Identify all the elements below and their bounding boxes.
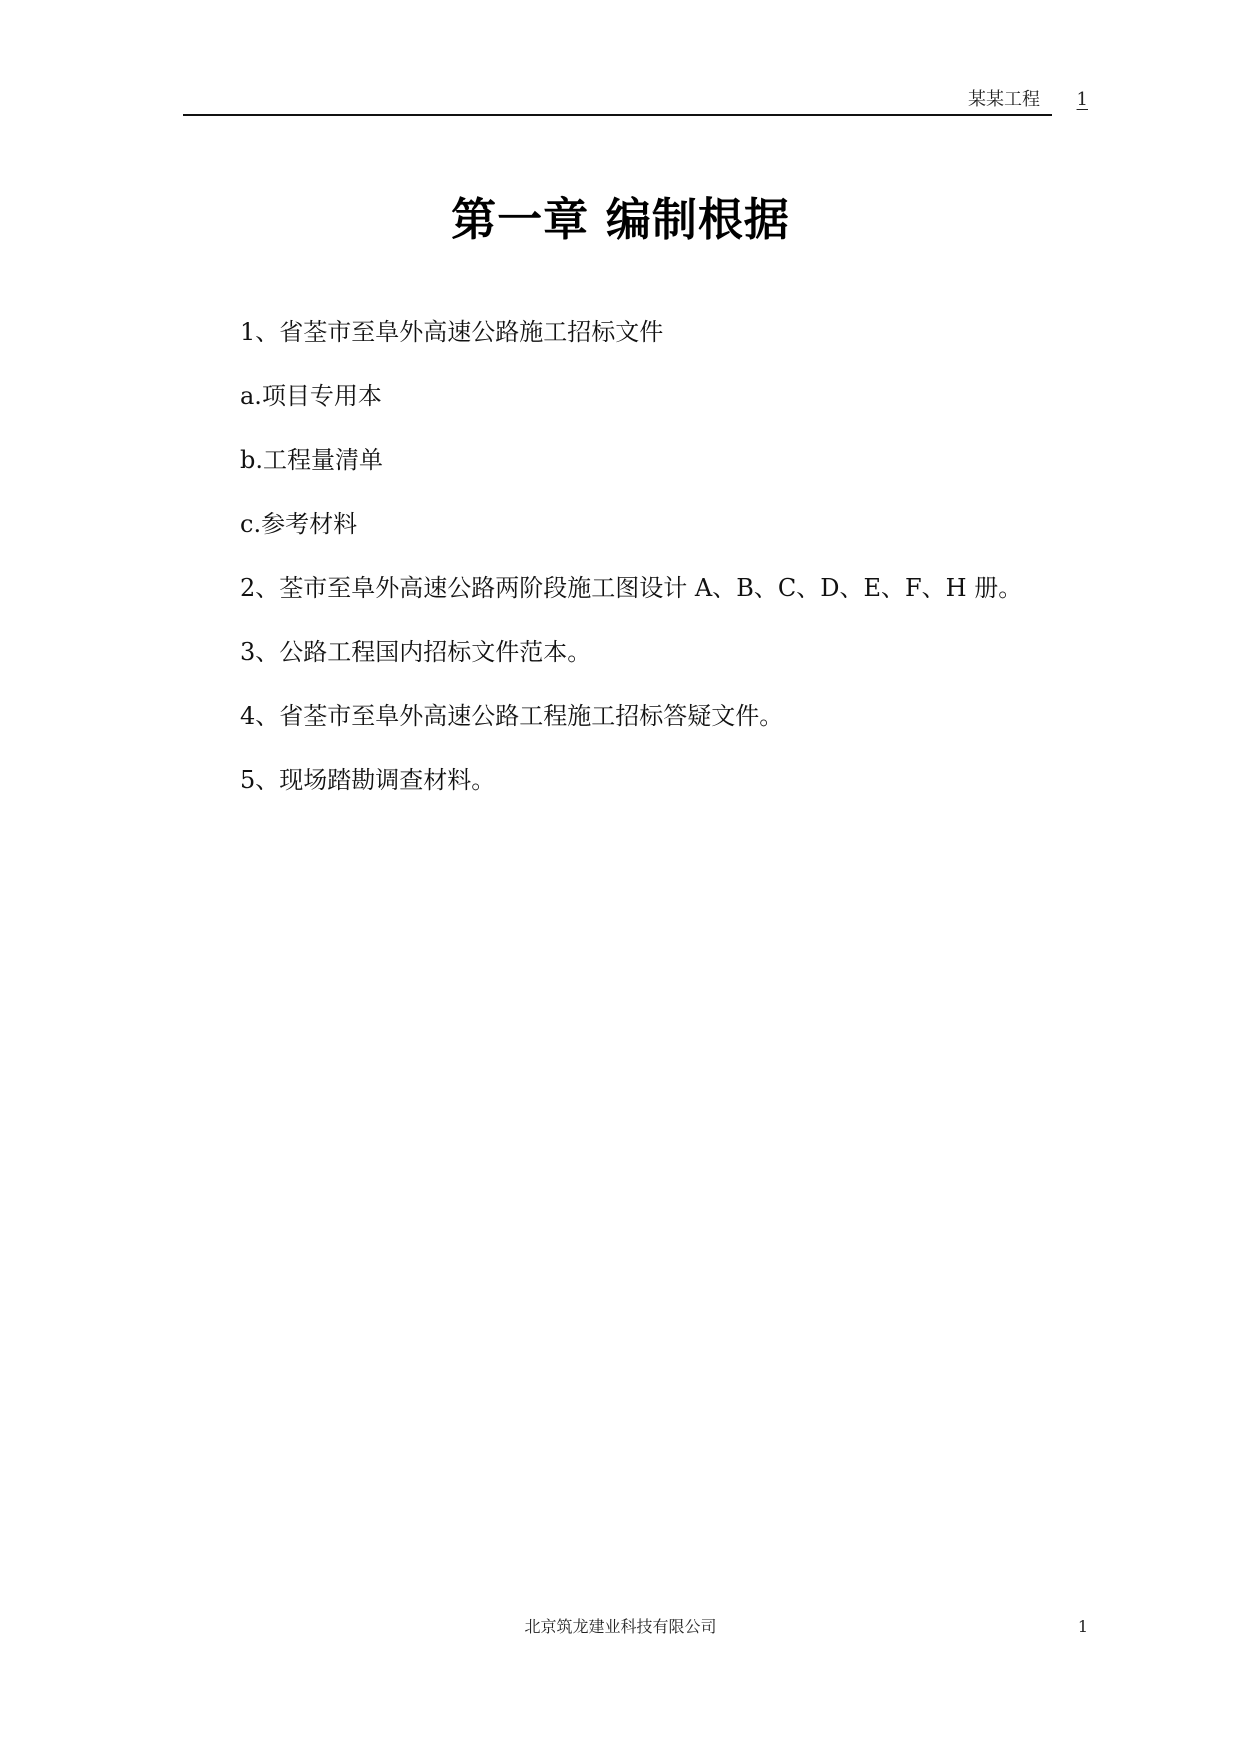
list-item: 3、公路工程国内招标文件范本。 (240, 638, 592, 666)
list-item: 1、省荃市至阜外高速公路施工招标文件 (240, 318, 664, 346)
list-item: 4、省荃市至阜外高速公路工程施工招标答疑文件。 (240, 702, 784, 730)
footer-company: 北京筑龙建业科技有限公司 (524, 1617, 717, 1636)
basis-list (240, 312, 1140, 824)
list-item: a.项目专用本 (240, 382, 382, 410)
chapter-title: 第一章 编制根据 (451, 193, 790, 246)
list-item: 5、现场踏勘调查材料。 (240, 766, 496, 794)
list-item: c.参考材料 (240, 510, 358, 538)
header-page-number: 1 (1076, 89, 1088, 110)
footer-page-number: 1 (1077, 1617, 1088, 1636)
page-footer (0, 1613, 1241, 1643)
list-item: 2、荃市至阜外高速公路两阶段施工图设计 A、B、C、D、E、F、H 册。 (240, 574, 1023, 602)
list-item: b.工程量清单 (240, 446, 383, 474)
header-title: 某某工程 (968, 89, 1040, 110)
page-header (183, 86, 1088, 116)
header-rule (183, 114, 1052, 116)
